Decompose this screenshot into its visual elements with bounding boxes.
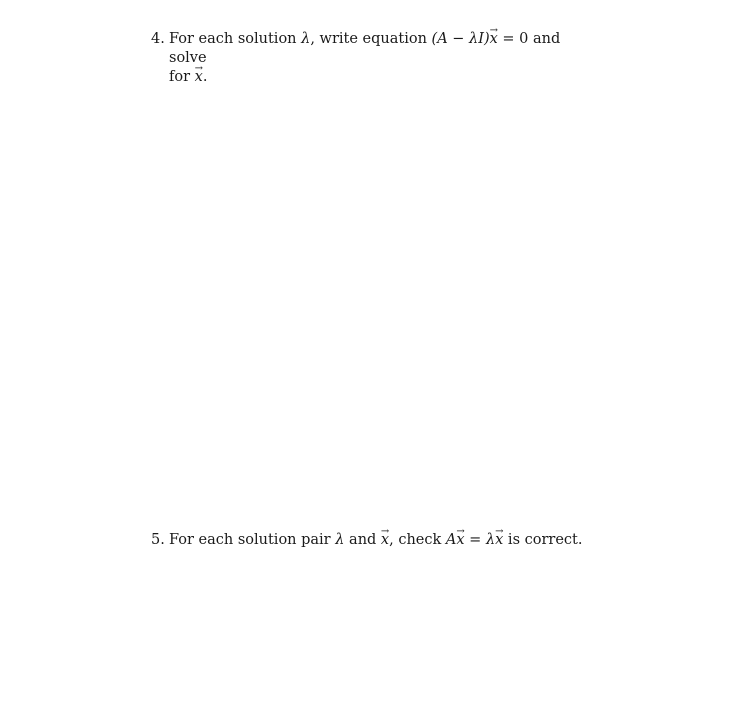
math-vector-x: → x [456, 531, 464, 550]
question-text [169, 531, 591, 550]
math-lambda: λ [485, 532, 496, 548]
math-vector-x: → x [490, 30, 498, 49]
text-segment: is correct. [503, 532, 583, 548]
question-number: 5. [151, 532, 165, 548]
math-expression: = 0 [497, 31, 529, 47]
question-4 [151, 30, 591, 87]
math-lambda: λ [335, 532, 345, 548]
text-segment: For each solution [169, 31, 302, 47]
math-vector-x: → x [195, 68, 203, 87]
text-segment: , write equation [310, 31, 432, 47]
text-segment: and solve [169, 31, 561, 66]
question-text [169, 30, 591, 87]
math-vector-x: → x [495, 531, 503, 550]
text-segment: and [344, 532, 381, 548]
question-5 [151, 531, 591, 550]
question-number: 4. [151, 31, 165, 47]
text-segment: for [169, 69, 195, 85]
math-equals: = [464, 532, 486, 548]
math-vector-x: → x [381, 531, 389, 550]
math-lambda: λ [301, 31, 311, 47]
text-segment: , check [389, 532, 446, 548]
math-expression: (A − λI) [431, 31, 490, 47]
text-segment: For each solution pair [169, 532, 336, 548]
text-segment: . [202, 69, 208, 85]
math-matrix-A: A [445, 532, 457, 548]
